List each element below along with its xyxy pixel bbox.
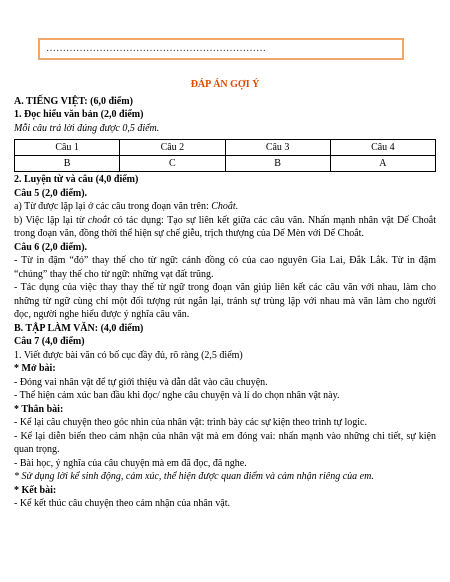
answer-line-box xyxy=(38,38,404,60)
table-row xyxy=(15,156,436,172)
q1-note: Mỗi câu trả lời đúng được 0,5 điểm. xyxy=(14,122,160,134)
mo-bai-item: - Đóng vai nhân vật để tự giới thiệu và dẫn dắt vào câu chuyện. xyxy=(14,376,268,388)
c5-a xyxy=(14,200,436,214)
c6-line-1: - Từ in đậm “đó” thay thế cho từ ngữ: cánh đồng cỏ của cao nguyên Gia Lai, Đắk Lắk. Từ in đậm “chúng” thay thế cho từ ngữ: những vạt đất trũng. xyxy=(14,255,436,280)
c7-line-1: 1. Viết được bài văn có bố cục đầy đủ, rõ ràng (2,5 điểm) xyxy=(14,349,243,361)
ket-bai-item: - Kể kết thúc câu chuyện theo cảm nhận của nhân vật. xyxy=(14,498,231,509)
mo-bai-heading: * Mở bài: xyxy=(14,363,56,374)
than-bai-item: - Bài học, ý nghĩa của câu chuyện mà em đã đọc, đã nghe. xyxy=(14,457,247,469)
q1-heading: 1. Đọc hiểu văn bản (2,0 điểm) xyxy=(14,109,144,120)
page-title: ĐÁP ÁN GỢI Ý xyxy=(190,79,260,90)
than-bai-note: * Sử dụng lời kể sinh động, cảm xúc, thể hiện được quan điểm và cảm nhận riêng của em. xyxy=(14,471,374,482)
c6-line-2: - Tác dụng của việc thay thay thế từ ngữ trong đoạn văn giúp liên kết các câu văn với nhau, làm cho những từ ngữ cùng chỉ một đối tượng rút ngắn lại, tránh sự trùng lặp với nhau mà văn làm cho người đọc, người nghe hiểu được ý nghĩa câu văn. xyxy=(14,282,436,320)
answer-content xyxy=(14,78,436,511)
table-cell: A xyxy=(330,156,435,172)
c5-b xyxy=(14,214,436,241)
c5-a-word: Choắt. xyxy=(211,201,239,212)
c5-b-text1: b) Việc lặp lại từ xyxy=(14,214,88,226)
c5-a-text: a) Từ được lặp lại ở các câu trong đoạn văn trên: xyxy=(14,201,212,212)
table-header-cell: Câu 4 xyxy=(330,140,435,156)
than-bai-item: - Kể lại câu chuyện theo góc nhìn của nhân vật: trình bày các sự kiện theo trình tự logic. xyxy=(14,417,367,428)
dotted-line: ………………………………………………………… xyxy=(46,43,266,54)
table-header-cell: Câu 3 xyxy=(225,140,330,156)
section-a-heading: A. TIẾNG VIỆT: (6,0 điểm) xyxy=(14,95,133,107)
table-header-row xyxy=(15,140,436,156)
than-bai-item: - Kể lại diễn biến theo cảm nhận của nhân vật mà em đóng vai: nhấn mạnh vào những chi tiết, sự kiện quan trọng. xyxy=(14,430,436,455)
table-cell: B xyxy=(225,156,330,172)
ket-bai-heading: * Kết bài: xyxy=(14,484,57,496)
table-cell: B xyxy=(15,156,120,172)
section-b-heading: B. TẬP LÀM VĂN: (4,0 điểm) xyxy=(14,322,144,334)
than-bai-heading: * Thân bài: xyxy=(14,403,64,415)
c6-heading: Câu 6 (2,0 điểm). xyxy=(14,241,88,253)
q2-heading: 2. Luyện từ và câu (4,0 điểm) xyxy=(14,174,139,185)
c7-heading: Câu 7 (4,0 điểm) xyxy=(14,336,85,347)
table-header-cell: Câu 2 xyxy=(120,140,225,156)
c5-b-text2: có tác dụng: Tạo sự liên kết giữa các câu văn. Nhấn mạnh nhân vật Dế Choắt trong đoạn văn, đồng thời thể hiện sự chế giễu, trịch thượng của Dế Mèn với Dế Choắt. xyxy=(14,214,436,239)
c5-b-word: choắt xyxy=(87,214,110,226)
answer-table xyxy=(14,139,436,172)
mo-bai-item: - Thể hiện cảm xúc ban đầu khi đọc/ nghe câu chuyện và lí do chọn nhân vật này. xyxy=(14,390,340,401)
table-header-cell: Câu 1 xyxy=(15,140,120,156)
c5-heading: Câu 5 (2,0 điểm). xyxy=(14,187,88,199)
table-cell: C xyxy=(120,156,225,172)
